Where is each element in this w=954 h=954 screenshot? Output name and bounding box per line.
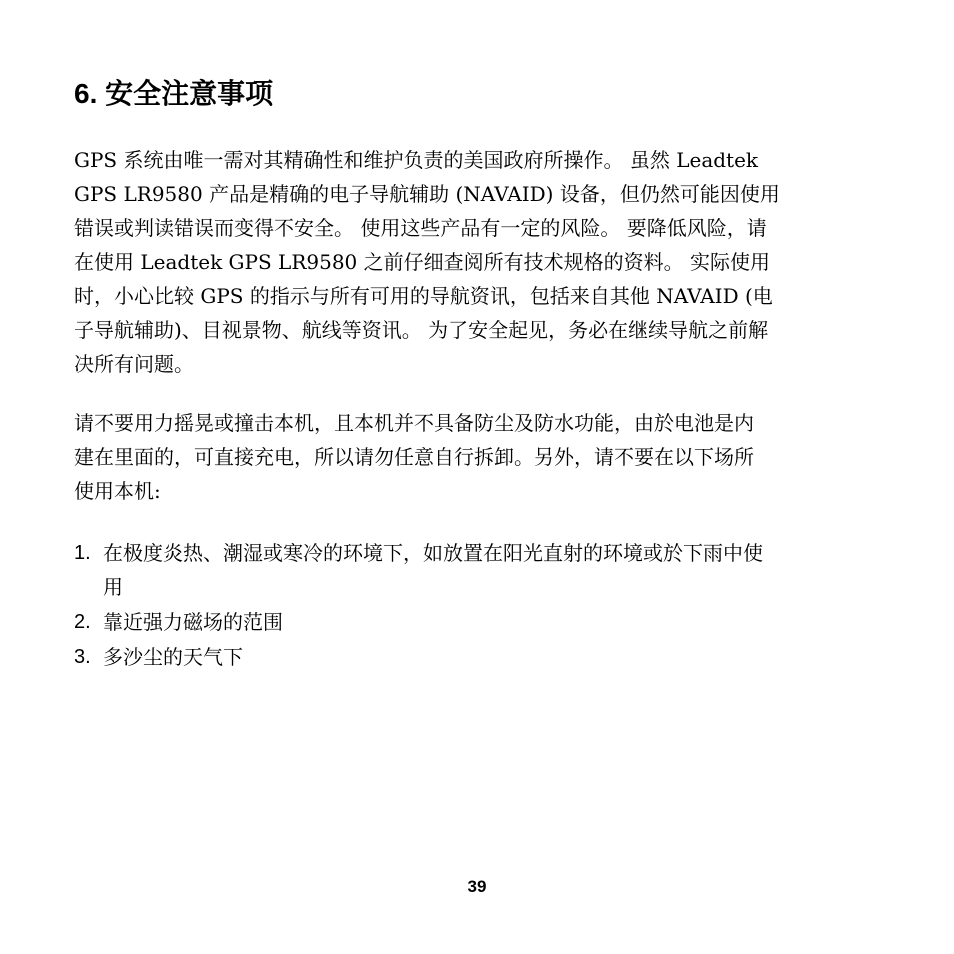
text-line: 错误或判读错误而变得不安全。 使用这些产品有一定的风险。 要降低风险，请 — [74, 216, 767, 240]
list-number: 1. — [74, 542, 91, 564]
text-line: 子导航辅助)、目视景物、航线等资讯。 为了安全起见，务必在继续导航之前解 — [74, 318, 769, 342]
list-text-line: 靠近强力磁场的范围 — [103, 610, 283, 634]
text-line: 在使用 Leadtek GPS LR9580 之前仔细查阅所有技术规格的资料。 实际使用 — [74, 250, 770, 274]
list-item — [74, 605, 886, 639]
text-line: 决所有问题。 — [74, 352, 194, 376]
paragraph-gps-warning — [74, 143, 886, 381]
list-item — [74, 536, 886, 604]
section-heading: 6. 安全注意事项 — [74, 78, 274, 109]
text-line: 建在里面的，可直接充电，所以请勿任意自行拆卸。另外，请不要在以下场所 — [74, 445, 754, 469]
list-text-line: 在极度炎热、潮湿或寒冷的环境下，如放置在阳光直射的环境或於下雨中使 — [103, 541, 763, 565]
list-text-line: 用 — [103, 575, 123, 599]
text-line: 使用本机: — [74, 479, 161, 503]
list-item — [74, 640, 886, 674]
text-line: 请不要用力摇晃或撞击本机，且本机并不具备防尘及防水功能，由於电池是内 — [74, 411, 754, 435]
paragraph-device-care — [74, 406, 886, 508]
text-line: 时，小心比较 GPS 的指示与所有可用的导航资讯，包括来自其他 NAVAID (电 — [74, 284, 773, 308]
page-number: 39 — [467, 877, 487, 896]
list-text-line: 多沙尘的天气下 — [103, 645, 243, 669]
list-number: 2. — [74, 611, 91, 633]
list-number: 3. — [74, 646, 91, 668]
text-line: GPS LR9580 产品是精确的电子导航辅助 (NAVAID) 设备，但仍然可能因使用 — [74, 182, 780, 206]
text-line: GPS 系统由唯一需对其精确性和维护负责的美国政府所操作。 虽然 Leadtek — [74, 148, 759, 172]
forbidden-locations-list — [74, 536, 886, 675]
